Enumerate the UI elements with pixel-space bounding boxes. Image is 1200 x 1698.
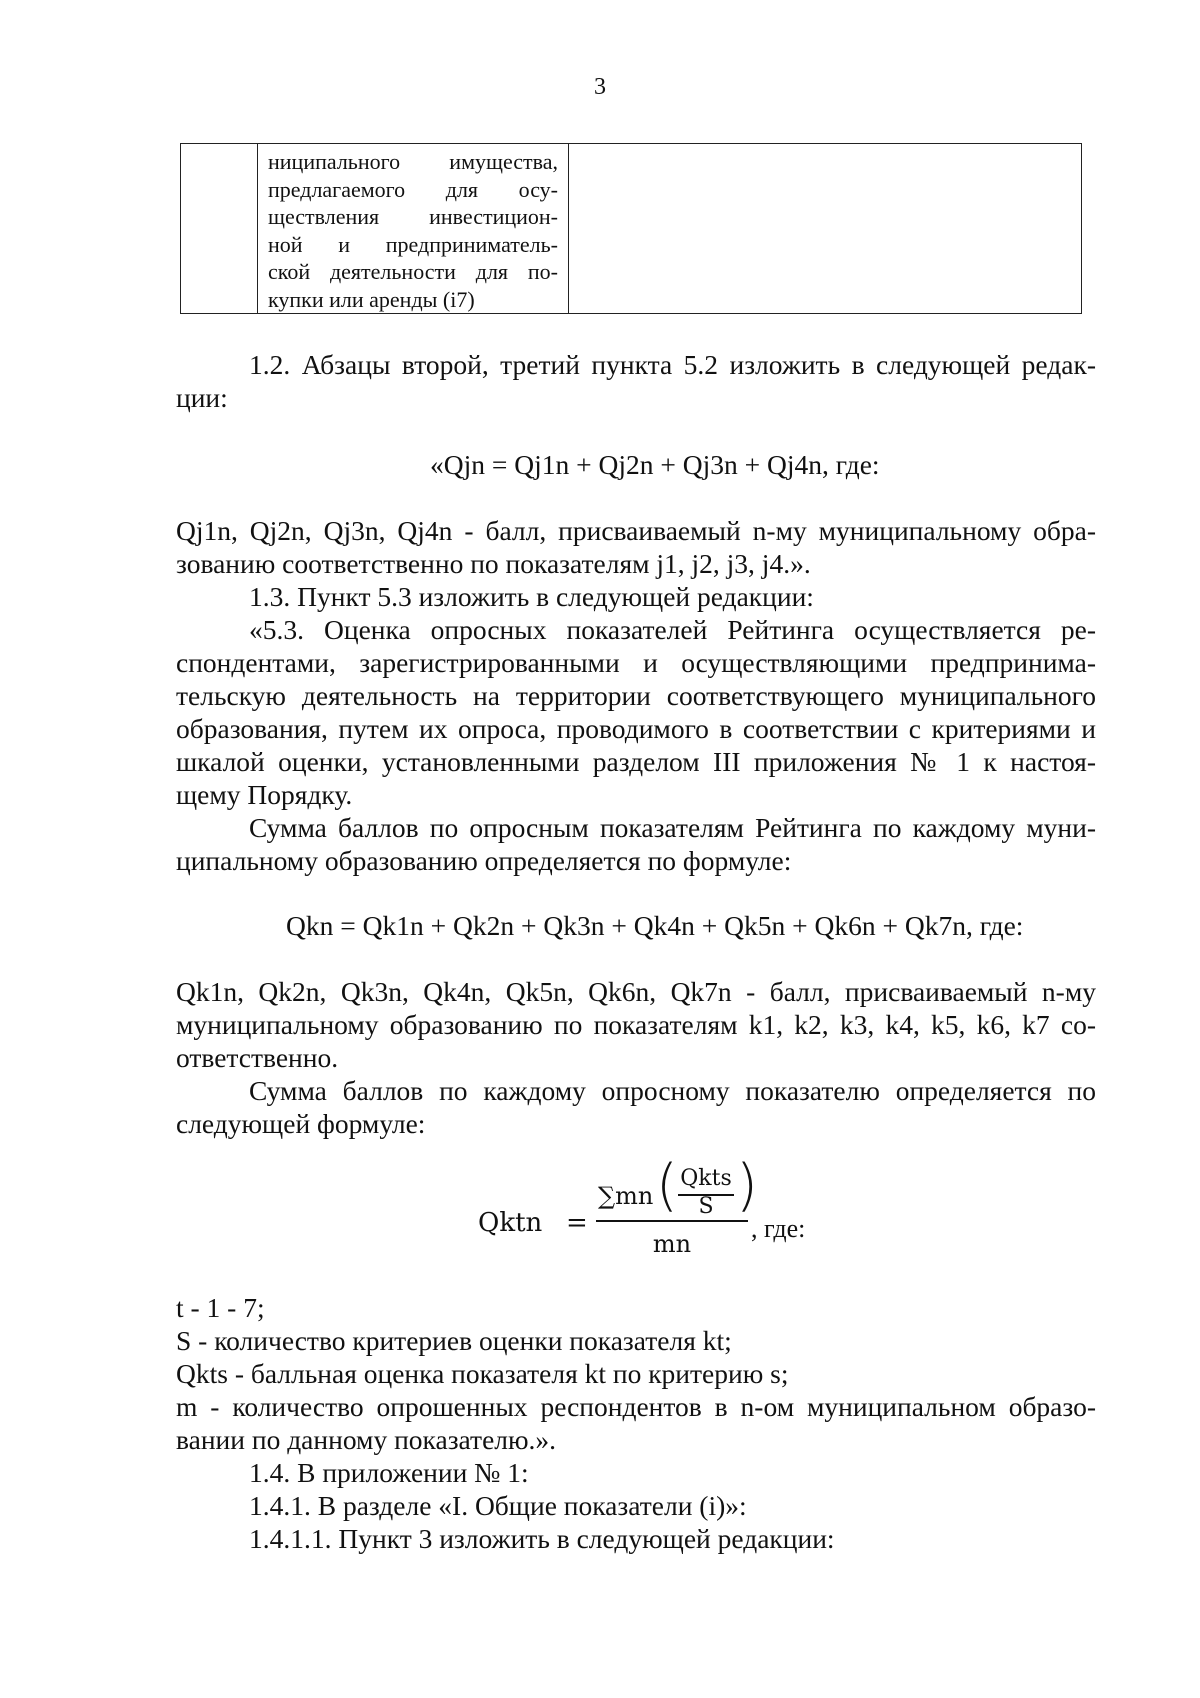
paragraph-1-2-cont: ции:: [176, 382, 228, 413]
paragraph-5-3-line: образования, путем их опроса, проводимого в соответствии с критериями и: [176, 713, 1096, 744]
sum-paragraph-cont: ципальному образованию определяется по формуле:: [176, 845, 792, 876]
formula-qkn: Qkn = Qk1n + Qk2n + Qk3n + Qk4n + Qk5n + Qk6n + Qk7n, где:: [286, 910, 1024, 941]
table-cell-empty: [569, 144, 1082, 314]
inner-denominator: S: [698, 1194, 714, 1219]
paragraph-1-4-1-1: 1.4.1.1. Пункт 3 изложить в следующей редакции:: [249, 1523, 835, 1554]
formula-lhs: Qktn: [478, 1208, 543, 1238]
indicator-line: купки или аренды (i7): [268, 286, 475, 312]
indicator-line: ниципального имущества,: [268, 149, 558, 174]
indicator-line: ной и предприниматель-: [268, 231, 558, 257]
formula-equals: =: [566, 1208, 588, 1238]
page-number: 3: [594, 74, 606, 100]
paragraph-5-3: «5.3. Оценка опросных показателей Рейтинга осуществляется ре-: [249, 614, 1096, 645]
inner-numerator: Qkts: [680, 1166, 732, 1191]
indicator-line: ществления инвестицион-: [268, 204, 558, 229]
paragraph-5-3-line: щему Порядку.: [176, 779, 353, 810]
indicator-line: предлагаемого для осу-: [268, 176, 558, 202]
qkn-definition-line: муниципальному образованию по показателям k1, k2, k3, k4, k5, k6, k7 со-: [176, 1009, 1096, 1040]
fraction-bar: [596, 1220, 748, 1222]
each-sum-paragraph: Сумма баллов по каждому опросному показателю определяется по: [249, 1075, 1096, 1106]
qkn-definition-line: ответственно.: [176, 1042, 339, 1073]
qkn-definition: Qk1n, Qk2n, Qk3n, Qk4n, Qk5n, Qk6n, Qk7n - балл, присваиваемый n-му: [176, 976, 1096, 1007]
t-definition: t - 1 - 7;: [176, 1292, 265, 1323]
indicator-text: [258, 144, 568, 313]
m-definition-cont: вании по данному показателю.».: [176, 1424, 557, 1455]
s-definition: S - количество критериев оценки показателя kt;: [176, 1325, 732, 1356]
qjn-definition: Qj1n, Qj2n, Qj3n, Qj4n - балл, присваиваемый n-му муниципальному обра-: [176, 515, 1096, 546]
right-paren: ): [736, 1153, 758, 1218]
paragraph-1-4: 1.4. В приложении № 1:: [249, 1457, 529, 1488]
paragraph-5-3-line: спондентами, зарегистрированными и осуществляющими предпринима-: [176, 647, 1096, 678]
each-sum-paragraph-cont: следующей формуле:: [176, 1108, 426, 1139]
left-paren: (: [656, 1153, 678, 1218]
table-cell-number: [181, 144, 258, 314]
paragraph-1-2: 1.2. Абзацы второй, третий пункта 5.2 изложить в следующей редак-: [249, 349, 1096, 380]
sum-paragraph: Сумма баллов по опросным показателям Рейтинга по каждому муни-: [249, 812, 1096, 843]
m-definition: m - количество опрошенных респондентов в n-ом муниципальном образо-: [176, 1391, 1096, 1422]
formula-tail: , где:: [751, 1214, 806, 1243]
formula-qjn: «Qjn = Qj1n + Qj2n + Qj3n + Qj4n, где:: [430, 449, 880, 480]
table-cell-indicator: [258, 144, 569, 314]
paragraph-5-3-line: тельскую деятельность на территории соответствующего муниципального: [176, 680, 1096, 711]
table-row: [181, 144, 1082, 314]
continuation-table: [180, 143, 1082, 314]
qkts-definition: Qkts - балльная оценка показателя kt по критерию s;: [176, 1358, 789, 1389]
formula-denominator: mn: [652, 1230, 692, 1258]
qjn-definition-cont: зованию соответственно по показателям j1, j2, j3, j4.».: [176, 548, 811, 579]
indicator-line: ской деятельности для по-: [268, 259, 558, 284]
formula-qktn: [478, 1153, 818, 1278]
formula-sum-mn: ∑mn: [598, 1182, 654, 1210]
paragraph-1-4-1: 1.4.1. В разделе «I. Общие показатели (i)»:: [249, 1490, 747, 1521]
paragraph-1-3: 1.3. Пункт 5.3 изложить в следующей редакции:: [249, 581, 814, 612]
paragraph-5-3-line: шкалой оценки, установленными разделом III приложения № 1 к настоя-: [176, 746, 1096, 777]
